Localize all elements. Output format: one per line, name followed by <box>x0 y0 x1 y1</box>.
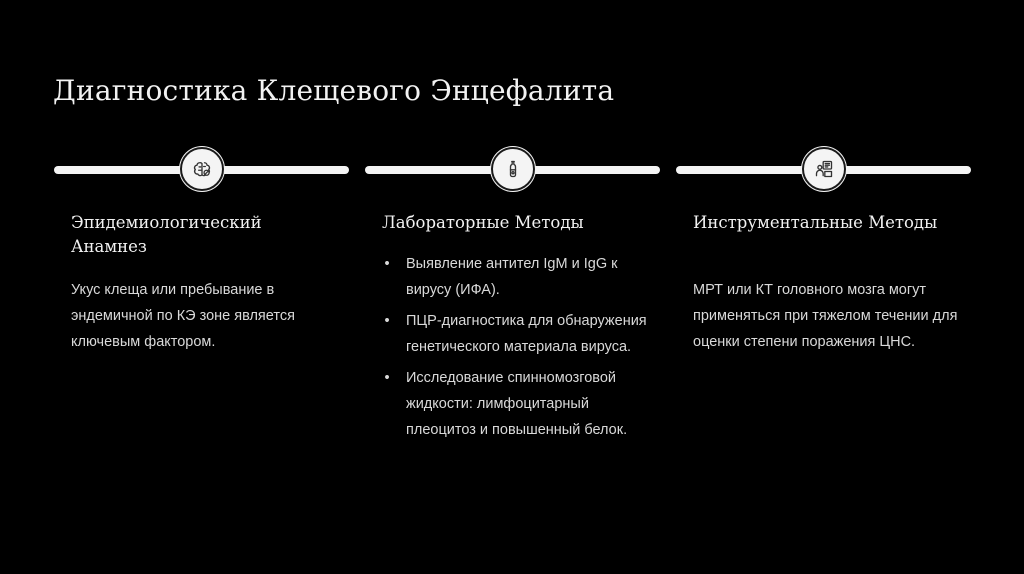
column-instrumental-methods <box>676 145 971 355</box>
list-item <box>382 365 650 443</box>
timeline-segment <box>54 145 349 197</box>
list-item-text: Выявление антител IgM и IgG к вирусу (ИФА). <box>406 256 618 298</box>
column-epidemiological-history <box>54 145 349 355</box>
column-heading: Лабораторные Методы <box>382 213 584 232</box>
timeline-segment <box>365 145 660 197</box>
bullet-list <box>382 251 650 443</box>
column-laboratory-methods <box>365 145 660 448</box>
bullet-icon: • <box>384 370 390 386</box>
list-item <box>382 251 650 303</box>
page-title: Диагностика Клещевого Энцефалита <box>53 74 615 107</box>
list-item-text: ПЦР-диагностика для обнаружения генетического материала вируса. <box>406 313 647 355</box>
test-tube-icon <box>491 147 535 191</box>
bullet-icon: • <box>384 313 390 329</box>
column-heading: Эпидемиологический Анамнез <box>71 213 262 256</box>
brain-icon <box>180 147 224 191</box>
bullet-icon: • <box>384 256 390 272</box>
list-item-text: Исследование спинномозговой жидкости: лимфоцитарный плеоцитоз и повышенный белок. <box>406 370 628 438</box>
column-text: Укус клеща или пребывание в эндемичной по КЭ зоне является ключевым фактором. <box>71 282 295 350</box>
column-text: МРТ или КТ головного мозга могут применяться при тяжелом течении для оценки степени поражения ЦНС. <box>693 282 958 350</box>
column-heading: Инструментальные Методы <box>693 213 938 232</box>
timeline-segment <box>676 145 971 197</box>
list-item <box>382 308 650 360</box>
mri-scan-icon <box>802 147 846 191</box>
